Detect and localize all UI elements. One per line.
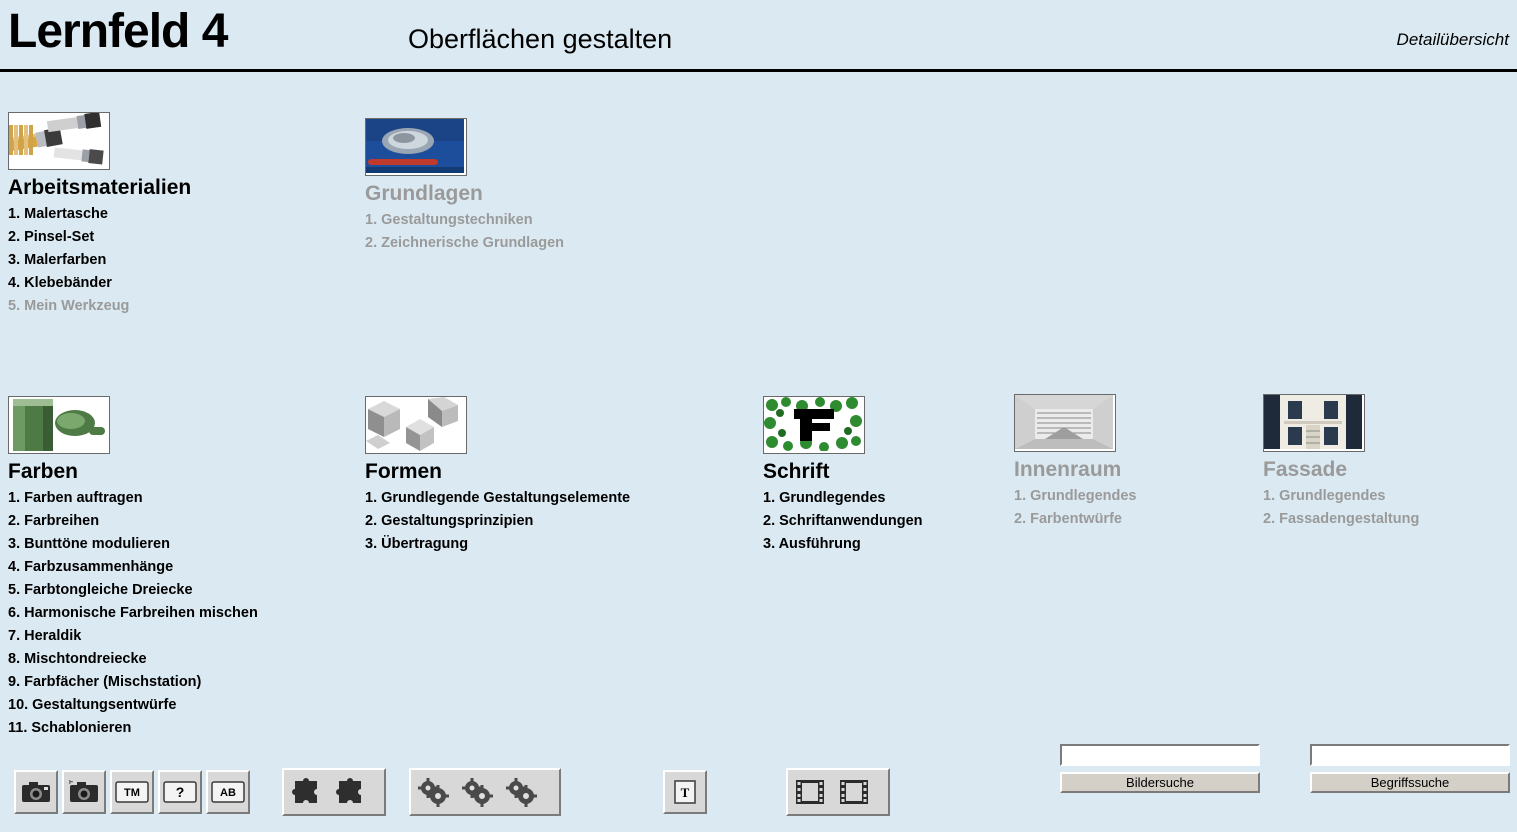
bottom-toolbar [0, 766, 1517, 832]
section-item: 2. Fassadengestaltung [1263, 511, 1420, 527]
paint-can-thumb[interactable] [8, 396, 110, 454]
cubes-thumb[interactable] [365, 396, 467, 454]
text-t-icon [671, 779, 699, 805]
page-title: Lernfeld 4 [8, 5, 228, 58]
puzzle-piece-icon [335, 777, 365, 807]
paint-brushes-thumb[interactable] [8, 112, 110, 170]
image-search-button[interactable]: Bildersuche [1060, 772, 1260, 793]
section-item[interactable]: 3. Malerfarben [8, 252, 107, 268]
svg-text:T: T [680, 785, 690, 800]
section-title: Formen [365, 460, 443, 483]
tm-button[interactable] [110, 770, 154, 814]
section-title: Innenraum [1014, 458, 1122, 481]
section-item-list [1263, 485, 1419, 531]
interior-room-thumb [1014, 394, 1116, 452]
gear-icon [505, 777, 537, 807]
section-farben[interactable] [8, 396, 258, 740]
section-schrift[interactable] [763, 396, 923, 556]
section-item[interactable]: 2. Gestaltungsprinzipien [365, 513, 534, 529]
ab-icon [211, 779, 245, 805]
gear-icon [417, 777, 449, 807]
section-item[interactable]: 1. Farben auftragen [8, 490, 143, 506]
section-item-list [1014, 485, 1136, 531]
puzzle-piece-button-1[interactable] [284, 770, 328, 814]
section-item[interactable]: 4. Klebebänder [8, 275, 112, 291]
svg-text:AB: AB [220, 787, 236, 799]
section-item[interactable]: 2. Pinsel-Set [8, 229, 95, 245]
section-item[interactable]: 6. Harmonische Farbreihen mischen [8, 605, 258, 621]
section-title: Schrift [763, 460, 830, 483]
section-item[interactable]: 3. Übertragung [365, 536, 469, 552]
section-item: 1. Grundlegendes [1014, 488, 1137, 504]
section-item-list [763, 487, 923, 556]
film-button-group [786, 768, 890, 816]
section-item[interactable]: 10. Gestaltungsentwürfe [8, 697, 177, 713]
section-item[interactable]: 2. Farbreihen [8, 513, 100, 529]
section-item[interactable]: 11. Schablonieren [8, 720, 132, 736]
section-arbeitsmaterialien[interactable] [8, 112, 191, 318]
section-item[interactable]: 8. Mischtondreiecke [8, 651, 147, 667]
section-item: 2. Farbentwürfe [1014, 511, 1122, 527]
section-item: 2. Zeichnerische Grundlagen [365, 235, 565, 251]
page-subtitle: Oberflächen gestalten [408, 24, 673, 54]
question-mark-icon [163, 779, 197, 805]
film-button-2[interactable] [832, 770, 876, 814]
section-item: 1. Gestaltungstechniken [365, 212, 533, 228]
section-item[interactable]: 9. Farbfächer (Mischstation) [8, 674, 202, 690]
section-item[interactable]: 1. Malertasche [8, 206, 108, 222]
section-item[interactable]: 1. Grundlegende Gestaltungselemente [365, 490, 631, 506]
term-search-input[interactable] [1310, 744, 1510, 766]
camera-photo-button[interactable] [14, 770, 58, 814]
camera-icon [69, 780, 99, 804]
section-grundlagen [365, 118, 564, 255]
section-item: 5. Mein Werkzeug [8, 298, 130, 314]
image-search-input[interactable] [1060, 744, 1260, 766]
section-item[interactable]: 3. Ausführung [763, 536, 861, 552]
section-item: 1. Grundlegendes [1263, 488, 1386, 504]
section-title: Arbeitsmaterialien [8, 176, 192, 199]
gear-button-1[interactable] [411, 770, 455, 814]
lettering-thumb[interactable] [763, 396, 865, 454]
section-item-list [8, 487, 258, 740]
car-surface-thumb [365, 118, 467, 176]
section-item[interactable]: 7. Heraldik [8, 628, 82, 644]
section-item-list [8, 203, 191, 318]
detail-overview-label: Detailübersicht [1396, 30, 1509, 49]
section-item[interactable]: 4. Farbzusammenhänge [8, 559, 174, 575]
section-item[interactable]: 5. Farbtongleiche Dreiecke [8, 582, 193, 598]
puzzle-button-group [282, 768, 386, 816]
section-item[interactable]: 2. Schriftanwendungen [763, 513, 923, 529]
svg-text:F: F [69, 780, 74, 786]
camera-foto-button[interactable] [62, 770, 106, 814]
page-header [0, 0, 1517, 72]
camera-icon [21, 780, 51, 804]
puzzle-piece-icon [291, 777, 321, 807]
section-title: Farben [8, 460, 79, 483]
section-item[interactable]: 1. Grundlegendes [763, 490, 886, 506]
film-strip-icon [794, 778, 826, 806]
text-tool-button[interactable] [663, 770, 707, 814]
section-item-list [365, 209, 564, 255]
gear-button-group [409, 768, 561, 816]
puzzle-piece-button-2[interactable] [328, 770, 372, 814]
help-button[interactable] [158, 770, 202, 814]
tm-icon [115, 779, 149, 805]
facade-thumb [1263, 394, 1365, 452]
ab-button[interactable] [206, 770, 250, 814]
gear-button-3[interactable] [499, 770, 543, 814]
section-formen[interactable] [365, 396, 630, 556]
film-button-1[interactable] [788, 770, 832, 814]
svg-text:TM: TM [124, 787, 140, 799]
section-fassade [1263, 394, 1419, 531]
section-item-list [365, 487, 630, 556]
section-title: Fassade [1263, 458, 1348, 481]
gear-button-2[interactable] [455, 770, 499, 814]
section-innenraum [1014, 394, 1136, 531]
section-title: Grundlagen [365, 182, 483, 205]
term-search-button[interactable]: Begriffssuche [1310, 772, 1510, 793]
section-item[interactable]: 3. Bunttöne modulieren [8, 536, 170, 552]
gear-icon [461, 777, 493, 807]
svg-text:?: ? [175, 784, 185, 800]
film-strip-icon [838, 778, 870, 806]
